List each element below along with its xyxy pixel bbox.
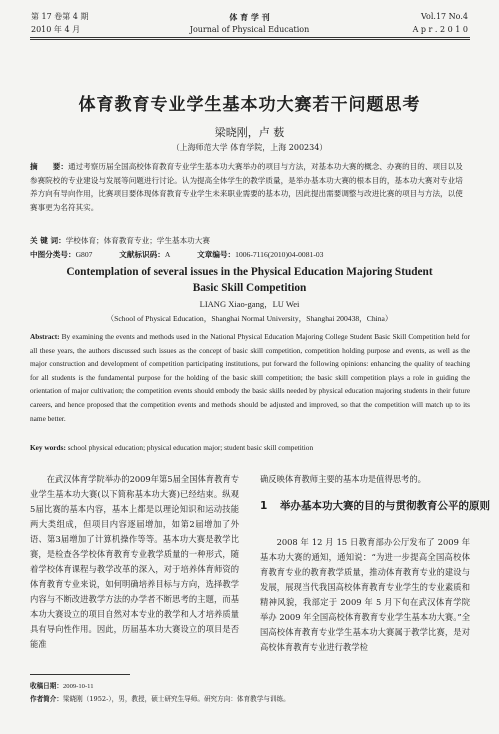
- footnote-rule: [30, 674, 130, 675]
- abstract-en-label: Abstract:: [30, 332, 60, 341]
- keywords-cn-label: 关 键 词：: [30, 236, 66, 245]
- section-number: 1: [260, 500, 268, 512]
- abstract-cn: [30, 160, 470, 214]
- abstract-en: [30, 330, 470, 425]
- keywords-en: [30, 441, 470, 455]
- footnote-author: [30, 693, 290, 705]
- section-title: 举办基本功大赛的目的与贯彻教育公平的原则: [280, 500, 490, 512]
- affiliation-en: （School of Physical Education，Shanghai Normal University，Shanghai 200438，China）: [106, 314, 393, 323]
- journal-title-cn: 体 育 学 刊: [229, 12, 270, 22]
- received-label: 收稿日期：: [30, 682, 63, 690]
- authors-en: LIANG Xiao-gang，LU Wei: [199, 299, 300, 309]
- paper-title-en-line2: Basic Skill Competition: [192, 282, 307, 294]
- volume-issue-en: Vol.17 No.4: [421, 12, 468, 21]
- header-rule: [30, 37, 470, 38]
- section-heading-1: [260, 498, 490, 514]
- keywords-en-label: Key words:: [30, 443, 66, 452]
- author-bio: 梁晓刚（1952-），男，教授，硕士研究生导师。研究方向：体育教学与训练。: [62, 695, 290, 703]
- date-cn: 2010 年 4 月: [31, 25, 81, 34]
- doc-code: A: [164, 250, 171, 259]
- keywords-cn-text: 学校体育；体育教育专业；学生基本功大赛: [65, 236, 210, 245]
- clc-code: G807: [75, 250, 93, 259]
- journal-title-en: Journal of Physical Education: [189, 25, 310, 34]
- abstract-cn-label: 摘 要：: [30, 162, 68, 171]
- authors-cn: 梁晓刚，卢 薮: [214, 126, 285, 139]
- article-number: 1006-7116(2010)04-0081-03: [235, 250, 324, 259]
- keywords-en-text: school physical education; physical education major; student basic skill competition: [65, 443, 314, 452]
- keywords-cn: [30, 234, 470, 248]
- volume-issue-cn: 第 17 卷第 4 期: [31, 12, 89, 21]
- received-date: 2009-10-11: [62, 683, 94, 690]
- footnote-received: [30, 680, 94, 693]
- clc-label: 中图分类号：: [30, 250, 76, 259]
- paper-title-cn: 体育教育专业学生基本功大赛若干问题思考: [78, 95, 421, 115]
- body-column-right: 2008 年 12 月 15 日教育部办公厅发布了 2009 年基本功大赛的通知，通知说：“为进一步提高全国高校体育教育专业的教育教学质量，推动体育教育专业的建设与发展，展现当代我国高校体育教育专业学生的专业素质和精神风貌，我部定于 2009 年 5 月下旬在武汉体育学院举办 2009 年全国高校体育教育专业学生基本功大赛。”全国高校体育教育专业学生基本功大赛属于教学比赛，是对高校体育教育专业进行教学检: [260, 537, 470, 652]
- body-column-left: 在武汉体育学院举办的2009年第5届全国体育教育专业学生基本功大赛(以下简称基本功大赛)已经结束。纵观5届比赛的基本内容，基本上都是以理论知识和运动技能两大类组成，但项目内容逐届增加，如第2届增加了外语、第3届增加了计算机操作等等。基本功大赛是教学比赛，是检查各学校体育教育专业教学质量的一种形式，随着学校体育课程与教学改革的深入，对于培养体育师资的体育教育专业来说，如何明确培养目标与方向，选择教学内容与不断改进教学方法的办学者不断思考的主题，而基本功大赛设立的项目自然对本专业的教学和人才培养质量具有导向性作用。因此，历届基本功大赛设立的项目是否能准: [30, 474, 239, 649]
- classification-line: [30, 248, 470, 262]
- paper-title-en-line1: Contemplation of several issues in the Physical Education Majoring Student: [66, 266, 433, 278]
- author-bio-label: 作者简介：: [30, 695, 63, 703]
- date-en: A p r . 2 0 1 0: [412, 25, 468, 34]
- article-number-label: 文章编号：: [197, 250, 236, 259]
- abstract-en-text: By examining the events and methods used in the National Physical Education Majoring College Student Basic Skill Competition held for all these years, the authors discussed such issues as the concept of basic skill competition, competition holding purpose and events, as well as the major construction and development of competition participating institutions, put forward the following opinions: enhancing the quality of teaching for all students is the fundamental purpose for the holding of the basic skill competition; the basic skill competition plays a role in guiding the orientation of major cultivation; the competition events should embody the basic skills needed by physical education majoring students in their future careers, and hence proposed that the competition events and methods should be adjusted and improved, so that the competition will match up to its name better.: [30, 332, 470, 423]
- doc-code-label: 文献标识码：: [119, 250, 165, 259]
- affiliation-cn: （上海师范大学 体育学院，上海 200234）: [171, 143, 328, 152]
- abstract-cn-text: 通过考察历届全国高校体育教育专业学生基本功大赛举办的项目与方法，对基本功大赛的概念、办赛的目的、项目以及参赛院校的专业建设与发展等问题进行讨论。认为提高全体学生的教学质量，是举办基本功大赛的根本目的，基本功大赛对专业培养方向有导向作用，比赛项目要体现体育教育专业学生未来职业需要的基本功，因此提出需要调整与改进比赛的项目与方法，以使赛事更为名符其实。: [30, 162, 463, 212]
- header-rule-thin: [30, 39, 470, 40]
- body-right-continuation: 确反映体育教师主要的基本功是值得思考的。: [260, 474, 426, 484]
